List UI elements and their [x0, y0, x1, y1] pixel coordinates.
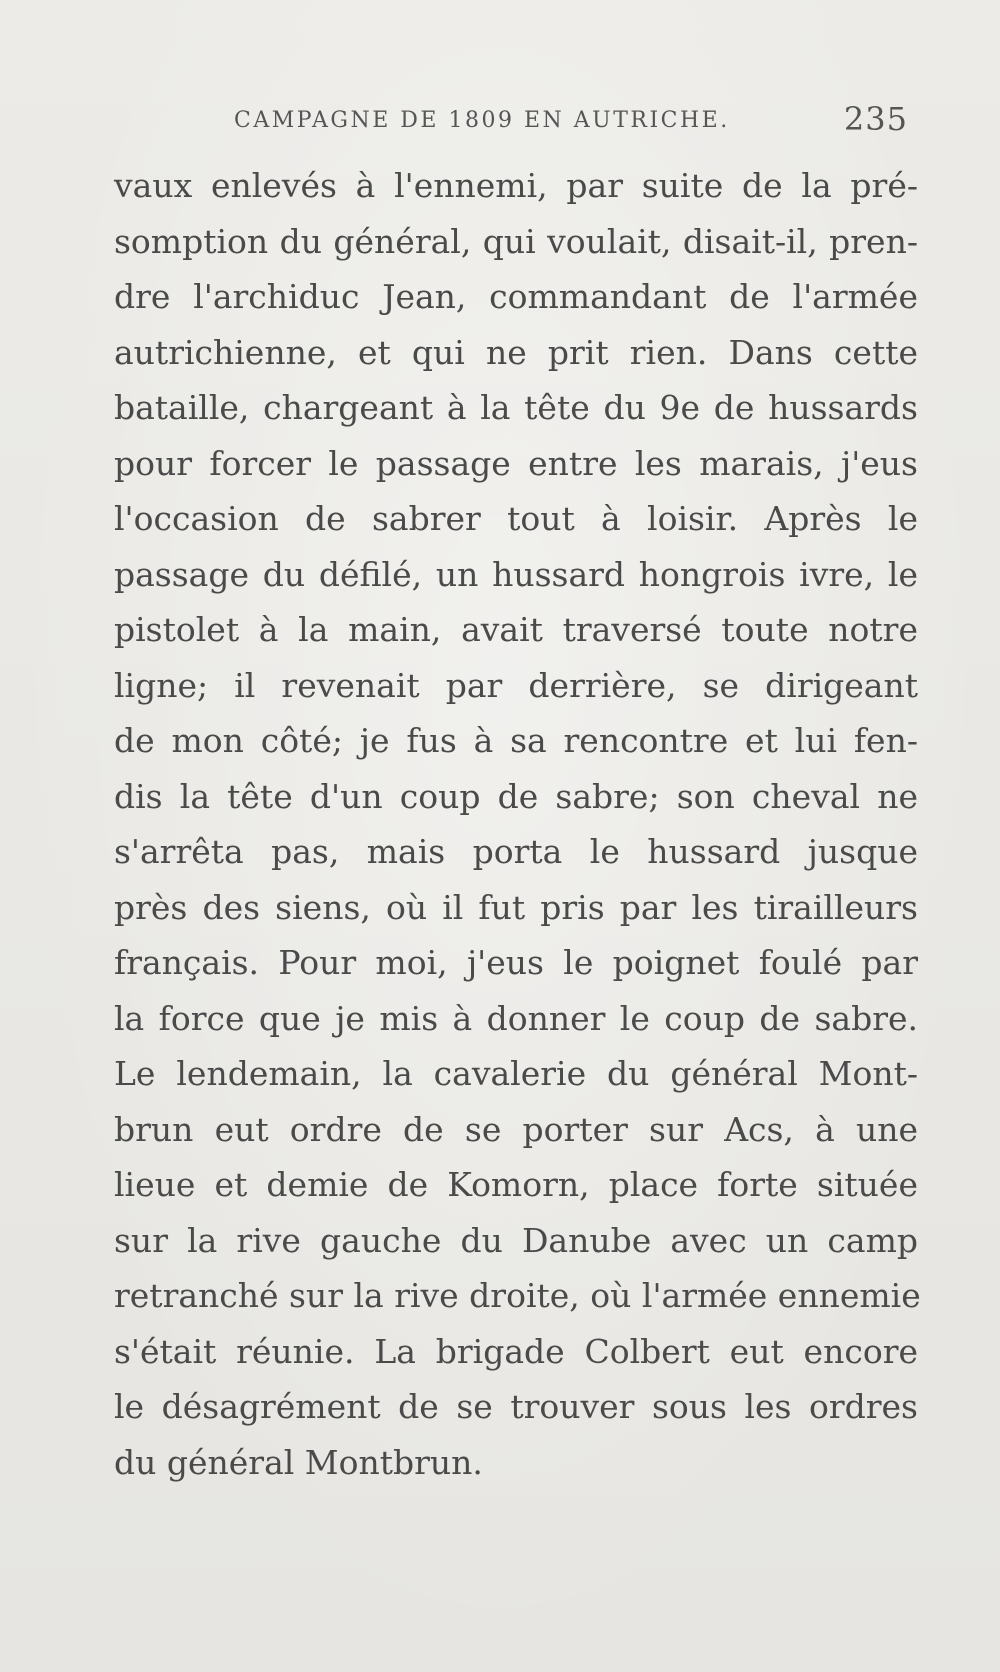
text-line: bataille, chargeant à la tête du 9e de hussards [114, 388, 918, 427]
text-line: dis la tête d'un coup de sabre; son cheval ne [114, 776, 918, 816]
running-head [114, 100, 908, 144]
text-line: de mon côté; je fus à sa rencontre et lui fen- [114, 721, 918, 760]
body-text [114, 158, 921, 1490]
text-line: pistolet à la main, avait traversé toute notre [114, 610, 918, 649]
text-line: français. Pour moi, j'eus le poignet foulé par [114, 943, 918, 982]
text-line: dre l'archiduc Jean, commandant de l'armée [114, 277, 918, 316]
text-line: sur la rive gauche du Danube avec un camp [114, 1220, 918, 1260]
text-line: lieue et demie de Komorn, place forte située [114, 1165, 918, 1204]
text-line: ligne; il revenait par derrière, se dirigeant [114, 665, 918, 705]
text-line: pour forcer le passage entre les marais, j'eus [114, 443, 918, 483]
text-line: la force que je mis à donner le coup de sabre. [114, 998, 918, 1038]
text-line: passage du défilé, un hussard hongrois ivre, le [114, 554, 918, 594]
text-line: retranché sur la rive droite, où l'armée ennemie [114, 1276, 921, 1315]
text-line: l'occasion de sabrer tout à loisir. Après le [114, 499, 918, 538]
text-line: brun eut ordre de se porter sur Acs, à une [114, 1109, 918, 1149]
page-number: 235 [843, 100, 908, 138]
text-line: somption du général, qui voulait, disait-il, pren- [114, 221, 918, 261]
running-title: CAMPAGNE DE 1809 EN AUTRICHE. [234, 108, 730, 133]
text-line: du général Montbrun. [114, 1442, 483, 1482]
text-line: s'arrêta pas, mais porta le hussard jusque [114, 832, 918, 871]
text-line: s'était réunie. La brigade Colbert eut encore [114, 1331, 918, 1371]
text-line: près des siens, où il fut pris par les tirailleurs [114, 887, 918, 927]
text-line: Le lendemain, la cavalerie du général Mont- [114, 1054, 918, 1093]
text-line: vaux enlevés à l'ennemi, par suite de la pré- [114, 166, 918, 205]
text-line: autrichienne, et qui ne prit rien. Dans cette [114, 332, 918, 372]
text-line: le désagrément de se trouver sous les ordres [114, 1387, 918, 1426]
